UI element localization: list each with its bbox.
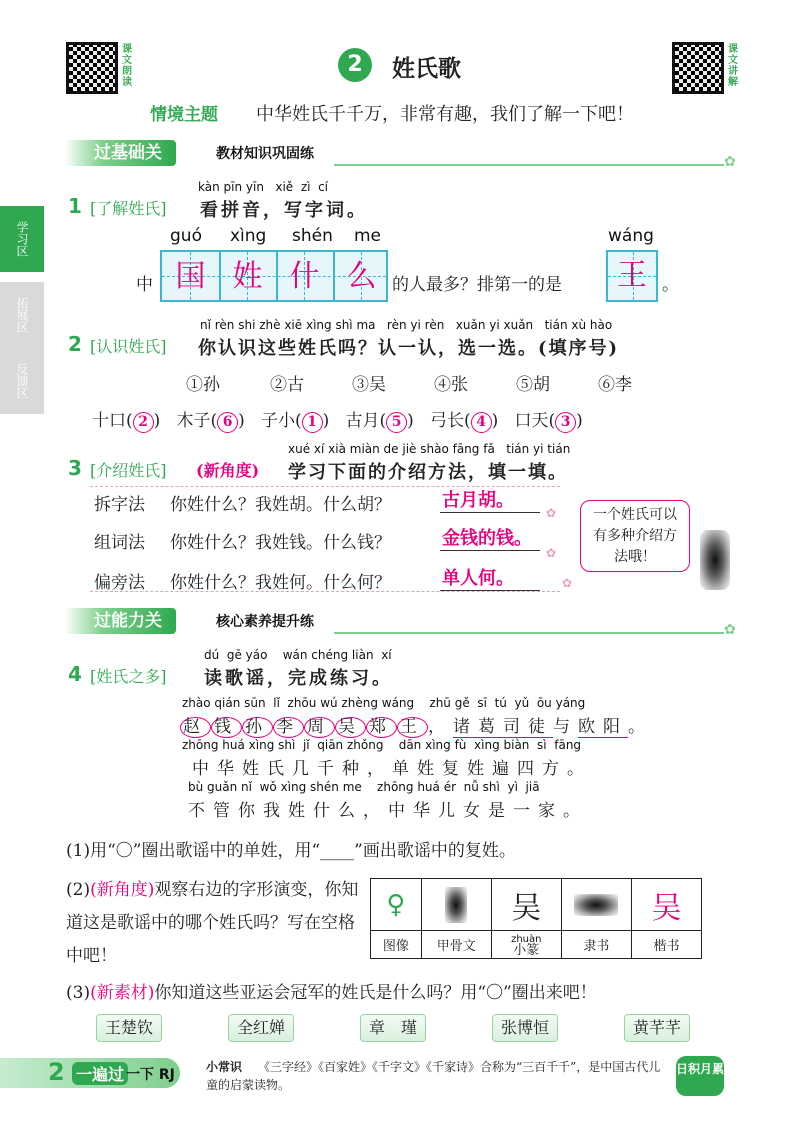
character-illustration (700, 530, 730, 590)
qr-code-left[interactable] (66, 42, 118, 94)
q2-number: 2 (68, 332, 82, 356)
section-basic-tag: 过基础关 (64, 140, 176, 166)
q3-row-1-method: 拆字法 (94, 495, 145, 515)
q2-item-1[interactable]: 十口( 2 ) (92, 411, 161, 431)
q3-row-2-answer[interactable]: 金钱的钱。 (442, 528, 532, 549)
q2-item-3[interactable]: 子小( 1 ) (261, 411, 330, 431)
q2-items-row (92, 406, 583, 433)
side-tab-extend[interactable]: 拓展区 (0, 282, 44, 348)
q2-pinyin: nǐ rèn shi zhè xiē xìng shì ma rèn yi rèn xuǎn yi xuǎn tián xù hào (200, 318, 613, 332)
glyph-oracle (421, 879, 491, 931)
q3-row-2-method: 组词法 (94, 533, 145, 553)
section-basic-sub: 教材知识巩固练 (216, 146, 314, 162)
champion-4[interactable]: 张博恒 (492, 1014, 558, 1042)
q1-answer-2[interactable]: 姓 (232, 259, 263, 294)
q4-tag: [姓氏之多] (90, 667, 167, 686)
theme-text: 中华姓氏千千万，非常有趣，我们了解一下吧！ (256, 104, 634, 125)
q3-row-1-text: 你姓什么？我姓胡。什么胡？ (170, 495, 391, 515)
q4-song-pinyin-2: zhōng huá xìng shì jǐ qiān zhǒng dān xìng fù xìng biàn sì fāng (182, 738, 582, 752)
champion-2[interactable]: 全红婵 (228, 1014, 294, 1042)
oracle-glyph-image (445, 887, 467, 923)
flower-icon: ✿ (724, 622, 736, 638)
tip-label: 小常识 (206, 1060, 243, 1074)
flower-icon: ✿ (724, 154, 736, 170)
flower-icon: ✿ (546, 546, 557, 560)
tip-text: 《三字经》《百家姓》《千字文》《千家诗》合称为“三百千千”，是中国古代儿童的启蒙读物。 (206, 1060, 661, 1092)
q4-pinyin: dú gē yáo wán chéng liàn xí (204, 648, 392, 662)
daily-badge: 日积月累 (676, 1056, 724, 1096)
q2-option-4: ④张 (434, 375, 468, 395)
page-title: 姓氏歌 (392, 56, 461, 82)
section-ability (64, 608, 744, 638)
q1-middle-text: 的人最多？排第一的是 (392, 275, 562, 295)
table-header-image: 图像 (371, 931, 422, 959)
page-number: 2 (48, 1058, 65, 1086)
q3-pinyin: xué xí xià miàn de jiè shào fāng fǎ tián yi tián (288, 442, 571, 456)
q1-answer-1[interactable]: 国 (175, 259, 206, 294)
q3-row-3-answer[interactable]: 单人何。 (442, 568, 514, 589)
q3-row-1-answer[interactable]: 古月胡。 (442, 490, 514, 511)
q2-item-6[interactable]: 口天( 3 ) (514, 411, 583, 431)
section-ability-tag: 过能力关 (64, 608, 176, 634)
q3-row-2-text: 你姓什么？我姓钱。什么钱？ (170, 533, 391, 553)
glyph-seal (491, 879, 561, 931)
side-tab-study[interactable]: 学习区 (0, 206, 44, 272)
table-header-oracle: 甲骨文 (421, 931, 491, 959)
q2-item-5[interactable]: 弓长( 4 ) (430, 411, 499, 431)
champion-3[interactable]: 章 瑾 (360, 1014, 426, 1042)
q1-instruction: 看拼音，写字词。 (200, 200, 368, 221)
section-ability-sub: 核心素养提升练 (216, 614, 314, 630)
q2-option-3: ③吴 (352, 375, 386, 395)
edition-label: 一下 RJ (126, 1067, 175, 1083)
q3-number: 3 (68, 456, 82, 480)
qr-code-right[interactable] (672, 42, 724, 94)
q4-song-pinyin-1: zhào qián sūn lǐ zhōu wú zhèng wáng zhū gě sī tú yǔ ōu yáng (182, 696, 586, 710)
table-header-seal: zhuàn 小篆 (491, 931, 561, 959)
glyph-evolution-table (370, 878, 702, 959)
q2-item-2[interactable]: 木子( 6 ) (176, 411, 245, 431)
q2-instruction: 你认识这些姓氏吗？认一认，选一选。(填序号) (198, 338, 620, 359)
q4-sub2: (2)(新角度)观察右边的字形演变，你知道这是歌谣中的哪个姓氏吗？写在空格中吧！ (66, 880, 359, 966)
person-icon: ♀ (386, 889, 406, 920)
q4-number: 4 (68, 662, 82, 686)
q2-option-5: ⑤胡 (516, 375, 550, 395)
q1-number: 1 (68, 194, 82, 218)
q1-box-pinyin-2: xìng (230, 226, 267, 246)
q3-tag: [介绍姓氏] (90, 461, 167, 480)
table-header-clerical: 隶书 (561, 931, 631, 959)
glyph-clerical (561, 879, 631, 931)
section-basic (64, 140, 744, 170)
q2-tag: [认识姓氏] (90, 337, 167, 356)
q1-last-answer[interactable]: 王 (617, 258, 647, 293)
qr-label-right: 课文讲解 (728, 44, 738, 88)
q1-box-pinyin-3: shén (292, 226, 333, 246)
table-header-regular: 楷书 (631, 931, 701, 959)
glyph-regular[interactable]: 吴 (631, 879, 701, 931)
qr-label-left: 课文朗读 (122, 44, 132, 88)
q1-pinyin: kàn pīn yīn xiě zì cí (198, 180, 329, 194)
q4-song-pinyin-3: bù guǎn nǐ wǒ xìng shén me zhōng huá ér nǚ shì yì jiā (188, 780, 540, 794)
champion-1[interactable]: 王楚钦 (96, 1014, 162, 1042)
q4-sub1: (1)用“〇”圈出歌谣中的单姓，用“____”画出歌谣中的复姓。 (66, 841, 516, 861)
q2-option-2: ②古 (270, 375, 304, 395)
q1-answer-4[interactable]: 么 (346, 259, 377, 294)
q1-suffix: 。 (662, 275, 679, 295)
q4-song-line-1: 赵 钱 孙 李 周 吴 郑 王 ，诸葛司徒与欧阳。 (180, 712, 653, 738)
q1-last-grid (606, 250, 658, 302)
clerical-glyph-image (574, 894, 618, 916)
q1-answer-grid (160, 250, 388, 302)
q4-song-line-3: 不管你我姓什么，中华儿女是一家。 (188, 801, 588, 821)
q1-last-pinyin: wáng (608, 226, 654, 246)
q4-instruction: 读歌谣，完成练习。 (204, 668, 393, 689)
footer (0, 1050, 800, 1123)
glyph-image (371, 879, 422, 931)
q3-instruction: 学习下面的介绍方法，填一填。 (288, 462, 568, 483)
lesson-number-badge: 2 (338, 48, 372, 82)
champion-5[interactable]: 黄芊芊 (624, 1014, 690, 1042)
q2-option-1: ①孙 (186, 375, 220, 395)
speech-bubble-text: 一个姓氏可以有多种介绍方法哦！ (593, 507, 677, 565)
theme-label: 情境主题 (150, 105, 218, 125)
flower-icon: ✿ (562, 576, 573, 590)
q4-song-line-2: 中华姓氏几千种，单姓复姓遍四方。 (192, 759, 592, 779)
side-tab-feedback[interactable]: 反馈区 (0, 348, 44, 414)
flower-icon: ✿ (546, 506, 557, 520)
q3-row-3-method: 偏旁法 (94, 573, 145, 593)
q1-box-pinyin-4: me (354, 226, 382, 246)
brand-logo: 一遍过 (72, 1062, 128, 1085)
q3-row-3-text: 你姓什么？我姓何。什么何？ (170, 573, 391, 593)
q3-new-angle: (新角度) (196, 461, 260, 480)
q1-prefix: 中 (136, 275, 153, 295)
seal-glyph-image: 吴 (511, 890, 542, 926)
speech-bubble (580, 500, 690, 572)
q1-answer-3[interactable]: 什 (289, 259, 320, 294)
q1-tag: [了解姓氏] (90, 199, 167, 218)
q4-sub3: (3)(新素材)你知道这些亚运会冠军的姓氏是什么吗？用“〇”圈出来吧！ (66, 983, 597, 1003)
q2-option-6: ⑥李 (598, 375, 632, 395)
q2-item-4[interactable]: 古月( 5 ) (345, 411, 414, 431)
q1-box-pinyin-1: guó (170, 226, 202, 246)
